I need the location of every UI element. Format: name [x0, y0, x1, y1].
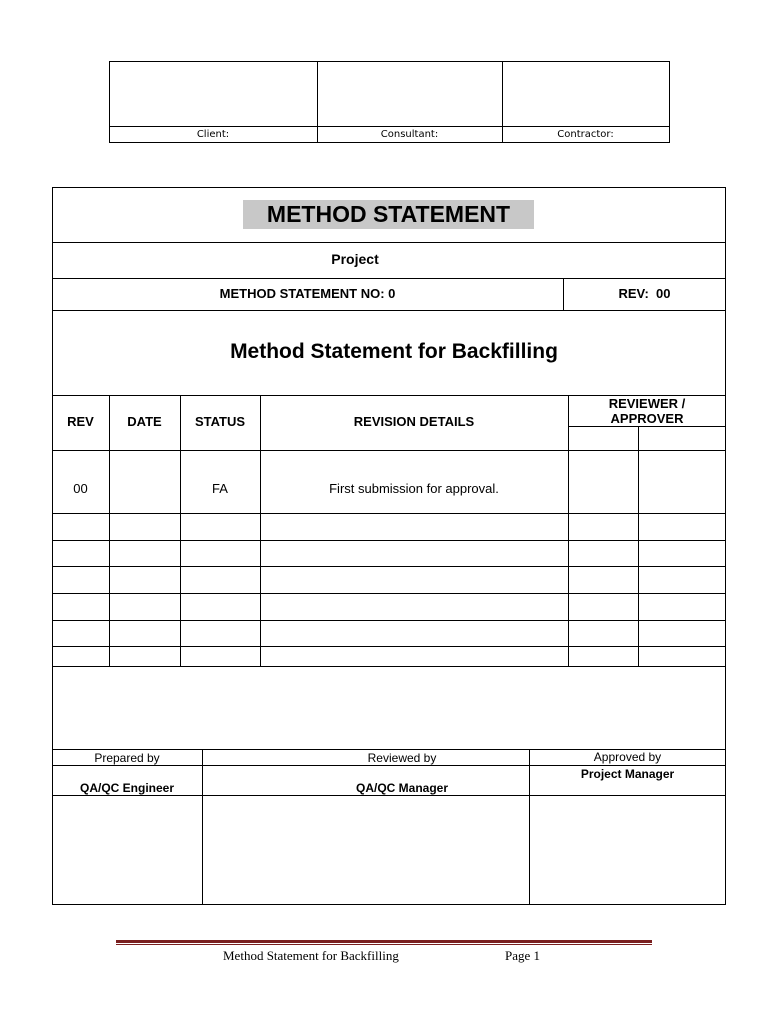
ms-number: METHOD STATEMENT NO: 0: [219, 286, 396, 301]
consultant-label: Consultant:: [380, 129, 439, 140]
client-label: Client:: [196, 129, 230, 140]
footer-rule-thin: [116, 944, 652, 945]
document-title: METHOD STATEMENT: [266, 201, 511, 227]
contractor-label: Contractor:: [557, 129, 614, 140]
reviewed-by-label: Reviewed by: [367, 751, 437, 765]
row-rev: 00: [73, 481, 88, 496]
footer-rule: [116, 940, 652, 943]
prepared-by-label: Prepared by: [94, 751, 160, 765]
approved-role: Project Manager: [580, 767, 675, 781]
prepared-role: QA/QC Engineer: [79, 781, 174, 795]
header-reviewer-approver: REVIEWER / APPROVER: [608, 396, 686, 426]
header-revision-details: REVISION DETAILS: [353, 414, 475, 429]
header-rev: REV: [67, 414, 94, 429]
revision-number: REV: 00: [618, 286, 671, 301]
header-status: STATUS: [194, 414, 246, 429]
header-date: DATE: [127, 414, 162, 429]
reviewed-role: QA/QC Manager: [355, 781, 448, 795]
project-label: Project: [331, 251, 379, 267]
row-details: First submission for approval.: [329, 481, 499, 496]
approved-by-label: Approved by: [593, 750, 662, 764]
document-subject: Method Statement for Backfilling: [230, 340, 558, 363]
footer-page: Page 1: [505, 948, 541, 963]
footer-title: Method Statement for Backfilling: [223, 948, 399, 963]
row-status: FA: [212, 481, 228, 496]
